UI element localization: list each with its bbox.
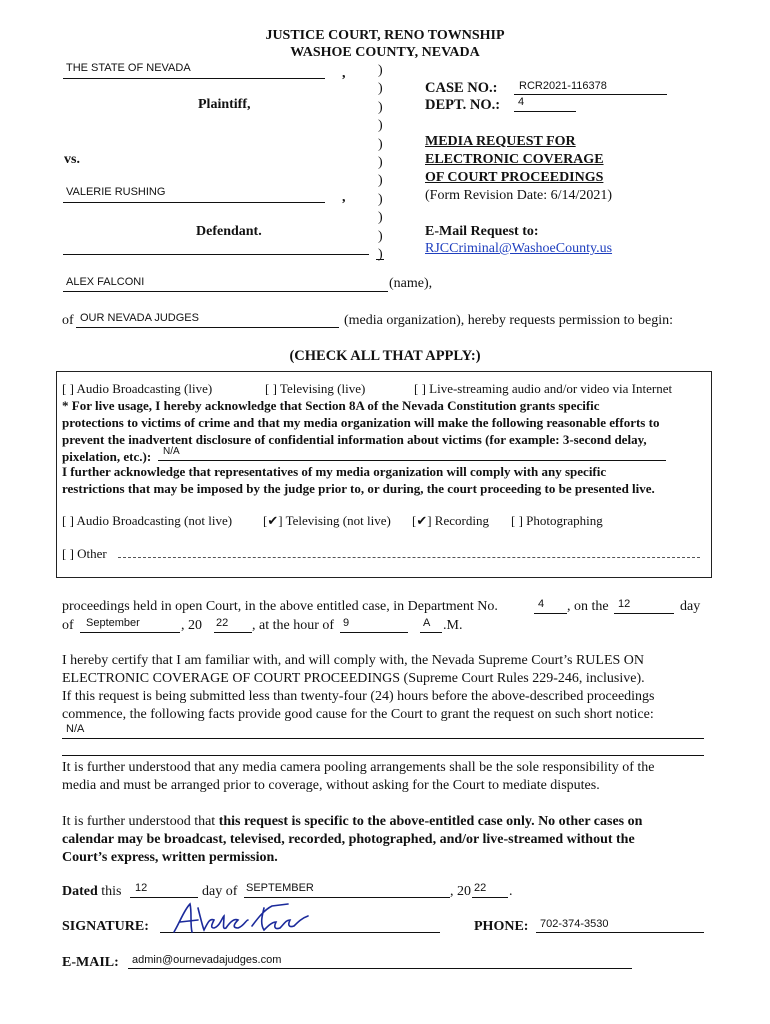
handwritten-signature[interactable] xyxy=(168,898,318,938)
media-org-label: (media organization), hereby requests permission to begin: xyxy=(344,313,674,328)
pooling-line-2: media and must be arranged prior to coverage, without asking for the Court to mediate disputes. xyxy=(62,778,600,793)
defendant-comma: , xyxy=(342,190,346,205)
caption-parens: ) ) ) ) ) ) ) ) ) ) ) xyxy=(378,63,383,263)
requester-name-underline xyxy=(63,291,388,292)
dated-year-underline xyxy=(472,897,508,898)
proceedings-hour-underline xyxy=(340,632,408,633)
acknowledgement-line-1: * For live usage, I hereby acknowledge that Section 8A of the Nevada Constitution grants specific xyxy=(62,398,600,413)
plaintiff-comma: , xyxy=(342,66,346,81)
checkbox-televising-not-live[interactable]: [✔] Televising (not live) xyxy=(263,513,391,528)
of-month-label: of xyxy=(62,618,74,633)
email-request-label: E-Mail Request to: xyxy=(425,224,539,239)
vs-label: vs. xyxy=(64,152,80,167)
day-of-label: day of xyxy=(202,884,238,899)
certify-line-3: If this request is being submitted less than twenty-four (24) hours before the above-described proceedings xyxy=(62,689,655,704)
court-name: JUSTICE COURT, RENO TOWNSHIP xyxy=(265,28,505,43)
proceedings-dept-field[interactable]: 4 xyxy=(538,598,545,610)
email-label: E-MAIL: xyxy=(62,955,119,970)
acknowledgement-line-3: prevent the inadvertent disclosure of confidential information about victims (for example: 3-second delay, xyxy=(62,432,647,447)
dated-day-field[interactable]: 12 xyxy=(135,882,148,894)
proceedings-ampm-field[interactable]: A xyxy=(423,617,431,629)
checkbox-other[interactable]: [ ] Other xyxy=(62,546,107,561)
defendant-underline xyxy=(63,202,325,203)
certify-line-4: commence, the following facts provide good cause for the Court to grant the request on such short notice: xyxy=(62,707,654,722)
hour-label: , at the hour of xyxy=(252,618,335,633)
on-the-label: , on the xyxy=(567,599,609,614)
proceedings-text: proceedings held in open Court, in the above entitled case, in Department No. xyxy=(62,599,498,614)
checkbox-audio-live[interactable]: [ ] Audio Broadcasting (live) xyxy=(62,381,213,396)
proceedings-year-field[interactable]: 22 xyxy=(216,617,229,629)
media-org-underline xyxy=(76,327,339,328)
requester-name-field[interactable]: ALEX FALCONI xyxy=(66,276,145,288)
phone-label: PHONE: xyxy=(474,919,529,934)
email-underline xyxy=(128,968,632,969)
dated-period: . xyxy=(509,884,513,899)
checkbox-televising-live[interactable]: [ ] Televising (live) xyxy=(265,381,366,396)
proceedings-year-underline xyxy=(214,632,252,633)
certify-line-2: ELECTRONIC COVERAGE OF COURT PROCEEDINGS (Supreme Court Rules 229-246, inclusive). xyxy=(62,671,645,686)
proceedings-hour-field[interactable]: 9 xyxy=(343,617,350,629)
dated-year-prefix: , 20 xyxy=(450,884,471,899)
plaintiff-label: Plaintiff, xyxy=(198,97,251,112)
proceedings-day-underline xyxy=(614,613,674,614)
media-org-field[interactable]: OUR NEVADA JUDGES xyxy=(80,312,199,324)
other-underline xyxy=(118,557,700,558)
county-name: WASHOE COUNTY, NEVADA xyxy=(290,45,480,60)
good-cause-underline-2 xyxy=(62,755,704,756)
case-no-label: CASE NO.: xyxy=(425,80,498,96)
dept-no-field[interactable]: 4 xyxy=(518,96,525,108)
form-title-line2: ELECTRONIC COVERAGE xyxy=(425,152,604,167)
acknowledgement-line-2: protections to victims of crime and that my media organization will make the following reasonable efforts to xyxy=(62,415,660,430)
checkbox-livestreaming[interactable]: [ ] Live-streaming audio and/or video via Internet xyxy=(414,381,673,396)
revision-date: (Form Revision Date: 6/14/2021) xyxy=(425,188,613,203)
good-cause-field[interactable]: N/A xyxy=(66,723,85,735)
dated-month-field[interactable]: SEPTEMBER xyxy=(246,882,314,894)
day-label: day xyxy=(680,599,701,614)
defendant-label: Defendant. xyxy=(196,224,262,239)
proceedings-ampm-underline xyxy=(420,632,442,633)
checkbox-photographing[interactable]: [ ] Photographing xyxy=(511,513,603,528)
checkbox-audio-not-live[interactable]: [ ] Audio Broadcasting (not live) xyxy=(62,513,233,528)
requester-name-label: (name), xyxy=(389,276,433,291)
pooling-line-1: It is further understood that any media camera pooling arrangements shall be the sole responsibility of the xyxy=(62,760,655,775)
proceedings-day-field[interactable]: 12 xyxy=(618,598,631,610)
check-all-heading: (CHECK ALL THAT APPLY:) xyxy=(289,348,481,364)
checkbox-recording[interactable]: [✔] Recording xyxy=(412,513,489,528)
dated-label: Dated this xyxy=(62,884,122,899)
m-label: .M. xyxy=(443,618,463,633)
plaintiff-underline xyxy=(63,78,325,79)
acknowledgement-line-4: I further acknowledge that representatives of my media organization will comply with any specific xyxy=(62,464,607,479)
proceedings-dept-underline xyxy=(534,613,567,614)
form-title-line1: MEDIA REQUEST FOR xyxy=(425,134,576,149)
good-cause-underline-1 xyxy=(62,738,704,739)
certify-line-1: I hereby certify that I am familiar with, and will comply with, the Nevada Supreme Court’s RULES ON xyxy=(62,653,645,668)
dept-no-underline xyxy=(514,111,576,112)
year-prefix: , 20 xyxy=(181,618,202,633)
pixelation-underline xyxy=(158,460,666,461)
dept-no-label: DEPT. NO.: xyxy=(425,97,501,113)
dated-year-field[interactable]: 22 xyxy=(474,882,487,894)
pixelation-field[interactable]: N/A xyxy=(163,446,180,457)
specific-line-1: It is further understood that this request is specific to the above-entitled case only. No other cases on xyxy=(62,814,643,829)
paren-underline xyxy=(376,259,384,260)
acknowledgement-line-5: restrictions that may be imposed by the judge prior to, or during, the court proceeding to be presented live. xyxy=(62,481,655,496)
email-request-link[interactable]: RJCCriminal@WashoeCounty.us xyxy=(425,241,613,256)
phone-field[interactable]: 702-374-3530 xyxy=(540,918,609,930)
proceedings-month-underline xyxy=(80,632,180,633)
form-title-line3: OF COURT PROCEEDINGS xyxy=(425,170,604,185)
of-label: of xyxy=(62,313,74,328)
specific-line-3: Court’s express, written permission. xyxy=(62,850,278,865)
defendant-field[interactable]: VALERIE RUSHING xyxy=(66,186,166,198)
plaintiff-field[interactable]: THE STATE OF NEVADA xyxy=(66,62,191,74)
email-field[interactable]: admin@ournevadajudges.com xyxy=(132,954,282,966)
signature-label: SIGNATURE: xyxy=(62,919,149,934)
case-no-field[interactable]: RCR2021-116378 xyxy=(519,80,607,92)
phone-underline xyxy=(536,932,704,933)
specific-line-2: calendar may be broadcast, televised, recorded, photographed, and/or live-streamed without the xyxy=(62,832,635,847)
case-no-underline xyxy=(514,94,667,95)
caption-bottom-line xyxy=(63,254,369,255)
proceedings-month-field[interactable]: September xyxy=(86,617,140,629)
pixelation-label: pixelation, etc.): xyxy=(62,449,152,464)
